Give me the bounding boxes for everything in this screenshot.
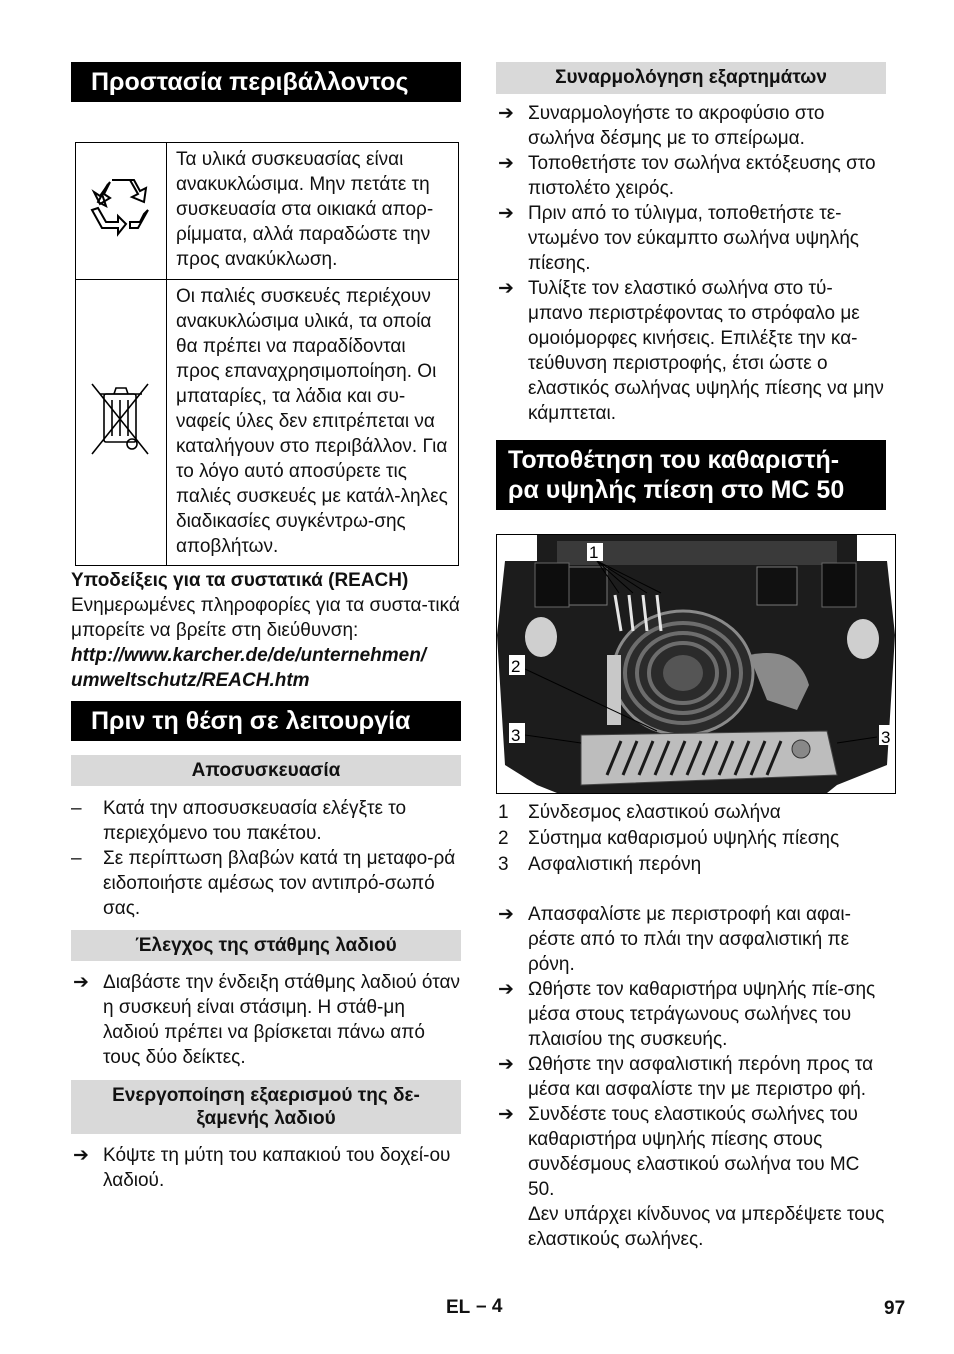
list-item <box>71 1143 461 1193</box>
legend-item <box>496 852 886 878</box>
arrow-icon: ➔ <box>73 1145 89 1166</box>
list-item <box>496 201 886 276</box>
arrow-icon: ➔ <box>498 1054 514 1075</box>
environment-table <box>75 142 459 566</box>
list-item <box>71 970 461 1070</box>
subheading-unpacking: Αποσυσκευασία <box>71 755 461 786</box>
note-text-content: Δεν υπάρχει κίνδυνος να μπερδέψετε τους ελαστικούς σωλήνες. <box>528 1204 885 1250</box>
list-item <box>496 151 886 201</box>
callout-3-left: 3 <box>511 726 521 745</box>
list-item-text: Κατά την αποσυσκευασία ελέγξτε το περιεχόμενο του πακέτου. <box>103 798 407 844</box>
legend-number: 2 <box>498 828 509 849</box>
reach-url-line-2[interactable]: umweltschutz/REACH.htm <box>71 670 310 691</box>
legend-number: 1 <box>498 802 509 823</box>
arrow-icon: ➔ <box>498 153 514 174</box>
dash-marker: – <box>71 848 82 869</box>
legend-item <box>496 800 886 826</box>
recycling-icon <box>76 143 167 280</box>
footer-page-number: 97 <box>884 1298 906 1319</box>
list-item <box>496 276 886 426</box>
footer-local-page: – 4 <box>476 1296 503 1317</box>
list-item <box>496 1052 886 1102</box>
legend-text: Σύστημα καθαρισμού υψηλής πίεσης <box>528 828 840 849</box>
list-item-text: Κόψτε τη μύτη του καπακιού του δοχεί-ου λαδιού. <box>103 1145 451 1191</box>
list-item <box>71 796 461 846</box>
list-item <box>496 977 886 1052</box>
legend-item <box>496 826 886 852</box>
right-column <box>496 62 891 1252</box>
list-item <box>71 846 461 921</box>
reach-title: Υποδείξεις για τα συστατικά (REACH) <box>71 570 409 591</box>
arrow-icon: ➔ <box>498 278 514 299</box>
note-text <box>496 1202 886 1252</box>
footer-language: EL <box>446 1297 471 1318</box>
table-row <box>76 143 459 280</box>
section-heading-environment: Προστασία περιβάλλοντος <box>71 62 461 102</box>
legend-text: Ασφαλιστική περόνη <box>528 854 702 875</box>
list-item-text: Διαβάστε την ένδειξη στάθμης λαδιού όταν η συσκευή είναι στάσιμη. Η στάθ-μη λαδιού πρέπει να βρίσκεται πάνω από τους δύο δείκτες. <box>103 972 460 1068</box>
list-item-text: Σε περίπτωση βλαβών κατά τη μεταφο-ρά ειδοποιήστε αμέσως τον αντιπρό-σωπό σας. <box>103 848 456 919</box>
legend-text: Σύνδεσμος ελαστικού σωλήνα <box>528 802 781 823</box>
arrow-icon: ➔ <box>498 904 514 925</box>
subheading-oil-level: Έλεγχος της στάθμης λαδιού <box>71 930 461 961</box>
crossed-bin-icon <box>76 280 167 566</box>
table-row <box>76 280 459 566</box>
reach-url-line-1[interactable]: http://www.karcher.de/de/unternehmen/ <box>71 645 427 666</box>
section-heading-mounting <box>496 440 886 510</box>
subheading-oil-tank-vent: Ενεργοποίηση εξαερισμού της δε-ξαμενής λαδιού <box>71 1080 461 1134</box>
callout-2: 2 <box>511 657 521 676</box>
subheading-assembly: Συναρμολόγηση εξαρτημάτων <box>496 62 886 94</box>
arrow-icon: ➔ <box>73 972 89 993</box>
list-item-text: Απασφαλίστε με περιστροφή και αφαι-ρέστε από το πλάι την ασφαλιστική πε ρόνη. <box>528 904 851 975</box>
list-item-text: Συναρμολογήστε το ακροφύσιο στο σωλήνα δέσμης με το σπείρωμα. <box>528 103 825 149</box>
list-item-text: Τυλίξτε τον ελαστικό σωλήνα στο τύ-μπανο περιστρέφοντας το στρόφαλο με ομοιόμορφες κινήσεις. Επιλέξτε την κα-τεύθυνση περιστροφής, έτσι ώστε ο ελαστικός σωλήνας υψηλής πίεσης να μην κάμπτεται. <box>528 278 884 424</box>
callout-3-right: 3 <box>881 728 891 747</box>
arrow-icon: ➔ <box>498 203 514 224</box>
left-column <box>71 62 461 1193</box>
recycling-text: Τα υλικά συσκευασίας είναι ανακυκλώσιμα. Μην πετάτε τη συσκευασία στα οικιακά απορ-ρίμματα, αλλά παραδώστε την προς ανακύκλωση. <box>167 143 459 280</box>
arrow-icon: ➔ <box>498 979 514 1000</box>
list-item <box>496 101 886 151</box>
machine-photo <box>496 534 896 794</box>
list-item <box>496 1102 886 1202</box>
list-item-text: Συνδέστε τους ελαστικούς σωλήνες του καθαριστήρα υψηλής πίεσης στους συνδέσμους ελαστικού σωλήνα του MC 50. <box>528 1104 860 1200</box>
reach-text: Ενημερωμένες πληροφορίες για τα συστα-τικά μπορείτε να βρείτε στη διεύθυνση: <box>71 595 460 641</box>
arrow-icon: ➔ <box>498 1104 514 1125</box>
list-item <box>496 902 886 977</box>
photo-illustration <box>497 535 895 793</box>
heading-line-1: Τοποθέτηση του καθαριστή- <box>508 446 840 474</box>
arrow-icon: ➔ <box>498 103 514 124</box>
list-item-text: Τοποθετήστε τον σωλήνα εκτόξευσης στο πιστολέτο χειρός. <box>528 153 876 199</box>
heading-line-2: ρα υψηλής πίεση στο MC 50 <box>508 476 845 504</box>
dash-marker: – <box>71 798 82 819</box>
legend-number: 3 <box>498 854 509 875</box>
list-item-text: Ωθήστε τον καθαριστήρα υψηλής πίε-σης μέσα στους τετράγωνους σωλήνες του πλαισίου της συσκευής. <box>528 979 876 1050</box>
list-item-text: Ωθήστε την ασφαλιστική περόνη προς τα μέσα και ασφαλίστε την με περιστρο φή. <box>528 1054 874 1100</box>
section-heading-before-operation: Πριν τη θέση σε λειτουργία <box>71 701 461 741</box>
old-devices-text: Οι παλιές συσκευές περιέχουν ανακυκλώσιμα υλικά, τα οποία θα πρέπει να παραδίδονται προς επαναχρησιμοποίηση. Οι μπαταρίες, τα λάδια και συ-ναφείς ύλες δεν επιτρέπεται να καταλήγουν στο περιβάλλον. Για το λόγο αυτό αποσύρετε τις παλιές συσκευές με κατάλ-ληλες διαδικασίες συγκέντρω-σης αποβλήτων. <box>167 280 459 566</box>
list-item-text: Πριν από το τύλιγμα, τοποθετήστε τε-ντωμένο τον εύκαμπτο σωλήνα υψηλής πίεσης. <box>528 203 859 274</box>
callout-1: 1 <box>589 543 599 562</box>
